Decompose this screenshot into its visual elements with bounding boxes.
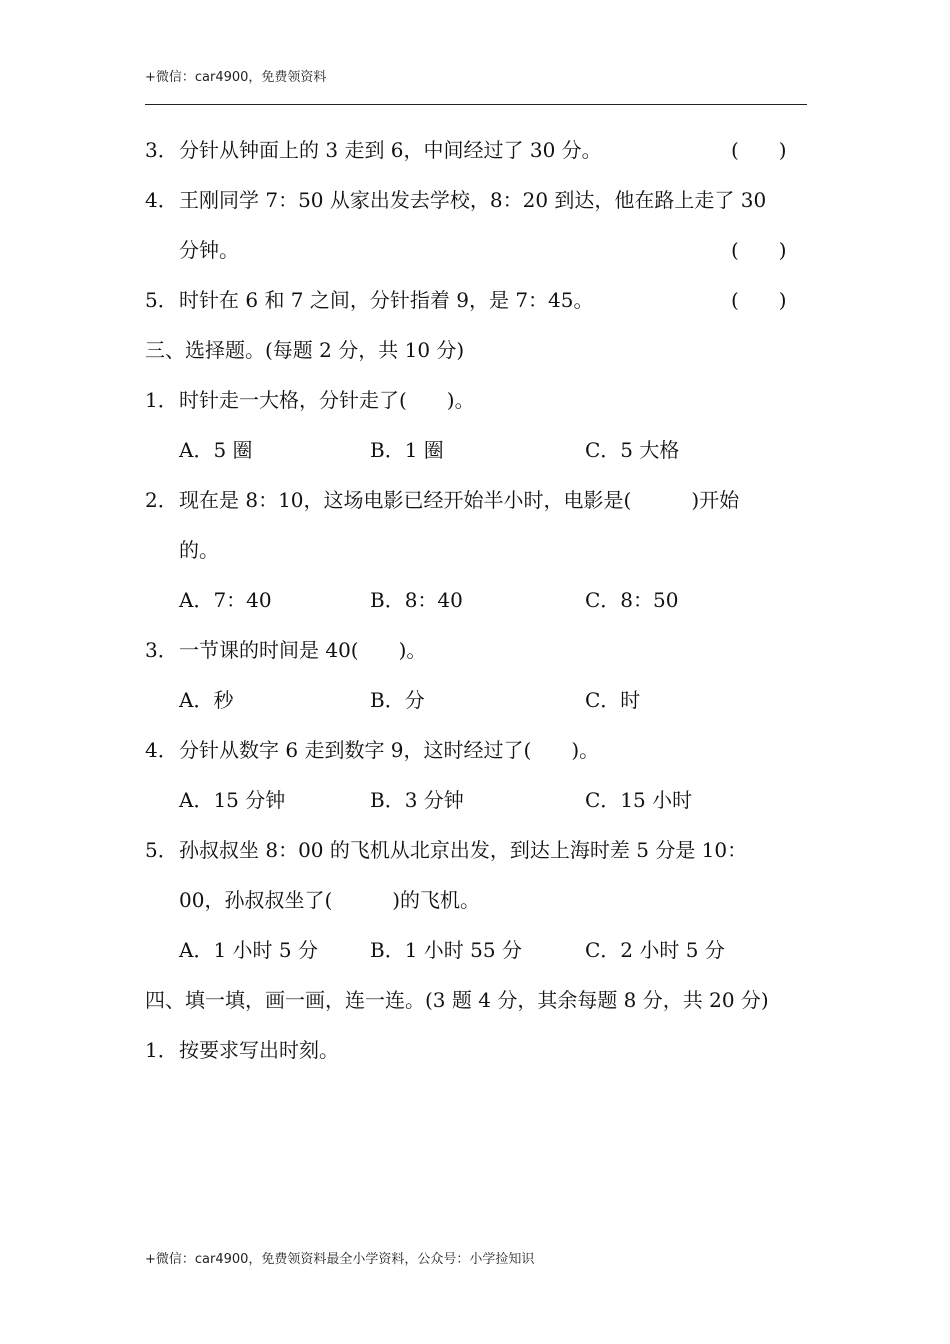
fill-q1-text: 按要求写出时刻。 [179,1038,339,1062]
judge-item-3-answer-paren: ( ) [731,138,787,162]
judge-item-5-number: 5． [145,288,178,312]
choice-q3-number: 3． [145,638,178,662]
choice-q5-option-a: A．1 小时 5 分 [179,938,318,962]
choice-q5-option-b: B．1 小时 55 分 [370,938,522,962]
choice-q4-text: 分针从数字 6 走到数字 9，这时经过了( )。 [179,738,600,762]
choice-q4-number: 4． [145,738,178,762]
choice-q4-option-b: B．3 分钟 [370,788,464,812]
judge-item-3-number: 3． [145,138,178,162]
choice-q2-text: 现在是 8：10，这场电影已经开始半小时，电影是( )开始 [179,488,740,512]
header-watermark: +微信：car4900，免费领资料 [145,70,327,85]
choice-q4-option-a: A．15 分钟 [179,788,286,812]
choice-q1-number: 1． [145,388,178,412]
choice-q1-option-a: A．5 圈 [179,438,253,462]
section-choice-heading: 三、选择题。(每题 2 分，共 10 分) [145,338,465,362]
judge-item-4-text: 王刚同学 7：50 从家出发去学校，8：20 到达，他在路上走了 30 [179,188,767,212]
choice-q3-option-b: B．分 [370,688,425,712]
header-divider [145,104,807,105]
choice-q5-option-c: C．2 小时 5 分 [585,938,725,962]
judge-item-4-text-cont: 分钟。 [179,238,239,262]
judge-item-4-number: 4． [145,188,178,212]
judge-item-5-answer-paren: ( ) [731,288,787,312]
choice-q2-option-a: A．7：40 [179,588,272,612]
choice-q3-option-a: A．秒 [179,688,234,712]
footer-watermark: +微信：car4900，免费领资料最全小学资料，公众号：小学捡知识 [145,1252,535,1267]
choice-q2-text-cont: 的。 [179,538,219,562]
choice-q2-number: 2． [145,488,178,512]
section-fill-heading: 四、填一填，画一画，连一连。(3 题 4 分，其余每题 8 分，共 20 分) [145,988,769,1012]
choice-q1-option-c: C．5 大格 [585,438,680,462]
choice-q3-option-c: C．时 [585,688,641,712]
choice-q4-option-c: C．15 小时 [585,788,693,812]
choice-q5-text-cont: 00，孙叔叔坐了( )的飞机。 [179,888,481,912]
choice-q5-text: 孙叔叔坐 8：00 的飞机从北京出发，到达上海时差 5 分是 10： [179,838,748,862]
choice-q2-option-b: B．8：40 [370,588,463,612]
choice-q2-option-c: C．8：50 [585,588,679,612]
choice-q3-text: 一节课的时间是 40( )。 [179,638,427,662]
choice-q5-number: 5． [145,838,178,862]
fill-q1-number: 1． [145,1038,178,1062]
choice-q1-text: 时针走一大格，分针走了( )。 [179,388,475,412]
choice-q1-option-b: B．1 圈 [370,438,444,462]
judge-item-4-answer-paren: ( ) [731,238,787,262]
judge-item-3-text: 分针从钟面上的 3 走到 6，中间经过了 30 分。 [179,138,602,162]
judge-item-5-text: 时针在 6 和 7 之间，分针指着 9，是 7：45。 [179,288,594,312]
